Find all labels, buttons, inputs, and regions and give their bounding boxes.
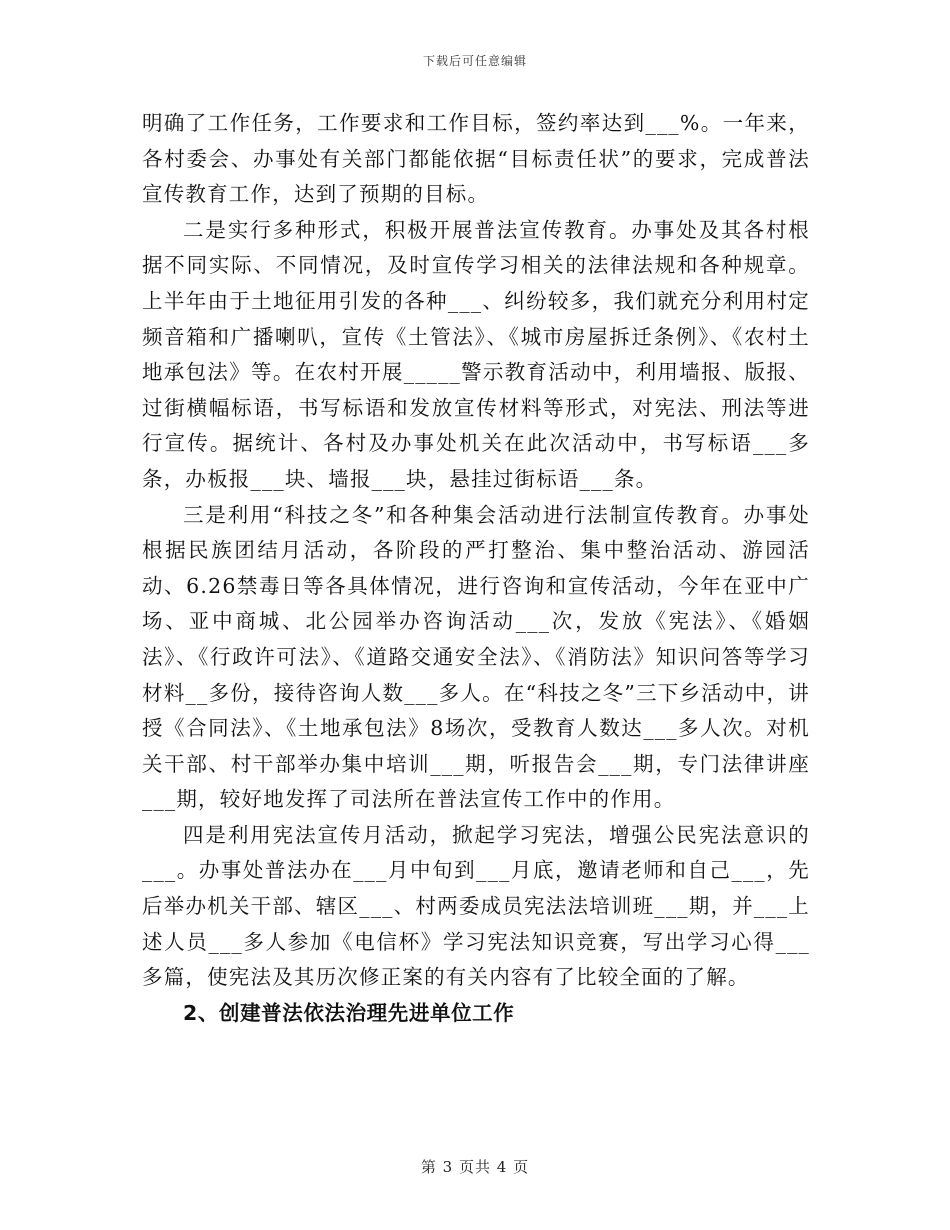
- paragraph-continuation: 明确了工作任务，工作要求和工作目标，签约率达到___%。一年来，各村委会、办事处有关部门都能依据“目标责任状”的要求，完成普法宣传教育工作，达到了预期的目标。: [142, 111, 810, 207]
- paragraph-point-four: 四是利用宪法宣传月活动，掀起学习宪法，增强公民宪法意识的___。办事处普法办在___月中旬到___月底，邀请老师和自己___，先后举办机关干部、辖区___、村两委成员宪法法培训班___期，并___上述人员___多人参加《电信杯》学习宪法知识竞赛，写出学习心得___多篇，使宪法及其历次修正案的有关内容有了比较全面的了解。: [142, 822, 810, 990]
- page-header: 下载后可任意编辑: [422, 54, 527, 68]
- paragraph-point-two: 二是实行多种形式，积极开展普法宣传教育。办事处及其各村根据不同实际、不同情况，及时宣传学习相关的法律法规和各种规章。上半年由于土地征用引发的各种___、纠纷较多，我们就充分利用村定频音箱和广播喇叭，宣传《土管法》、《城市房屋拆迁条例》、《农村土地承包法》等。在农村开展_____警示教育活动中，利用墙报、版报、过街横幅标语，书写标语和发放宣传材料等形式，对宪法、刑法等进行宣传。据统计、各村及办事处机关在此次活动中，书写标语___多条，办板报___块、墙报___块，悬挂过街标语___条。: [142, 217, 810, 491]
- section-heading: 2、创建普法依法治理先进单位工作: [183, 1000, 515, 1025]
- paragraph-point-three: 三是利用“科技之冬”和各种集会活动进行法制宣传教育。办事处根据民族团结月活动，各阶段的严打整治、集中整治活动、游园活动、6.26禁毒日等各具体情况，进行咨询和宣传活动，今年在亚中广场、亚中商城、北公园举办咨询活动___次，发放《宪法》、《婚姻法》、《行政许可法》、《道路交通安全法》、《消防法》知识问答等学习材料__多份，接待咨询人数___多人。在“科技之冬”三下乡活动中，讲授《合同法》、《土地承包法》8场次，受教育人数达___多人次。对机关干部、村干部举办集中培训___期，听报告会___期，专门法律讲座___期，较好地发挥了司法所在普法宣传工作中的作用。: [142, 502, 810, 812]
- document-body: [142, 106, 810, 1031]
- page-footer: 第 3 页共 4 页: [420, 1158, 530, 1176]
